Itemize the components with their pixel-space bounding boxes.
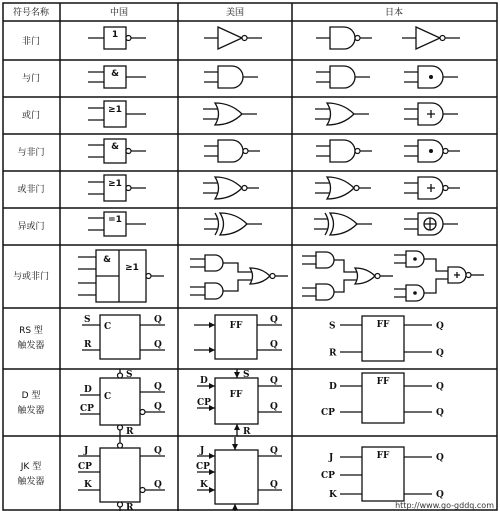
us-d-r-label: R [243, 427, 251, 437]
row-label-rs-kind: 触发器 [17, 341, 45, 351]
row-label-rs-type: RS 型 [19, 326, 43, 336]
jp-nand-gate-a [316, 140, 372, 162]
cn-nand-gate [88, 139, 146, 163]
cn-jk-r-label: R [126, 503, 134, 511]
us-jk-cp-label: CP [196, 462, 210, 472]
jp-d-qbar-label: Q [436, 408, 444, 418]
header-usa: 美国 [225, 8, 245, 18]
watermark-url: http://www.go-gddq.com [395, 501, 494, 510]
us-d-cp-label: CP [197, 398, 211, 408]
jp-rs-s-label: S [329, 321, 336, 332]
us-nor-gate [203, 177, 259, 199]
cn-rs-r-label: R [84, 340, 92, 350]
us-or-gate [203, 103, 257, 125]
us-and-gate [204, 66, 258, 88]
jp-aoi-gate-a [302, 252, 393, 300]
us-rs-flipflop [194, 315, 282, 359]
cn-nor-gate-symbol: ≥1 [108, 179, 122, 189]
us-not-gate [204, 27, 262, 49]
jp-or-gate-a [315, 103, 369, 125]
jp-rs-q-label: Q [436, 321, 444, 332]
us-rs-qbar-label: Q [270, 340, 278, 350]
jp-rs-ff-label: FF [376, 320, 390, 330]
row-label-not: 非门 [21, 37, 41, 47]
cn-not-gate-symbol: 1 [111, 30, 119, 40]
jp-jk-ff-label: FF [376, 451, 390, 461]
cn-jk-flipflop [78, 436, 165, 511]
jp-nor-gate-b [404, 177, 460, 199]
us-d-d-label: D [200, 376, 208, 386]
cn-rs-c-label: C [104, 322, 112, 332]
jp-d-ff-label: FF [376, 377, 390, 387]
us-rs-ff-label: FF [229, 321, 243, 331]
jp-and-gate-b [404, 66, 458, 88]
cn-d-s-label: S [126, 370, 133, 380]
header-china: 中国 [109, 8, 129, 18]
row-label-jk-kind: 触发器 [17, 477, 45, 487]
cn-d-cp-label: CP [80, 404, 94, 414]
jp-aoi-gate-b [394, 251, 484, 301]
cn-aoi-or-symbol: ≥1 [125, 263, 139, 273]
us-d-flipflop [197, 369, 282, 437]
cn-rs-s-label: S [84, 315, 91, 325]
jp-nand-gate-b [404, 140, 460, 162]
us-xor-gate [204, 213, 262, 235]
cn-d-c-label: C [104, 392, 112, 402]
jp-or-gate-b [404, 103, 458, 125]
jp-jk-flipflop [321, 447, 444, 501]
cn-jk-qbar-label: Q [154, 480, 162, 490]
table-header [13, 6, 403, 18]
jp-jk-qbar-label: Q [436, 490, 444, 500]
row-label-jk-type: JK 型 [20, 462, 42, 472]
cn-nor-gate [88, 175, 146, 201]
jp-not-gate-a [316, 27, 372, 49]
cn-rs-flipflop [82, 315, 165, 359]
jp-and-gate-a [316, 66, 370, 88]
row-labels [13, 35, 49, 487]
cn-and-gate-symbol: & [111, 69, 119, 79]
cn-d-r-label: R [126, 427, 134, 437]
jp-jk-q-label: Q [436, 453, 444, 463]
cn-rs-qbar-label: Q [154, 340, 162, 350]
us-jk-flipflop [196, 437, 282, 511]
cn-rs-q-label: Q [154, 315, 162, 325]
header-japan: 日本 [384, 8, 404, 18]
jp-rs-r-label: R [329, 348, 337, 359]
cn-d-d-label: D [84, 385, 92, 395]
us-rs-q-label: Q [270, 315, 278, 325]
us-aoi-gate [190, 255, 288, 299]
jp-jk-k-label: K [329, 490, 337, 500]
jp-d-cp-label: CP [321, 408, 335, 418]
cn-jk-q-label: Q [154, 446, 162, 456]
jp-d-flipflop [321, 373, 444, 423]
row-label-d-kind: 触发器 [17, 406, 45, 416]
us-jk-q-label: Q [270, 446, 278, 456]
jp-rs-qbar-label: Q [436, 348, 444, 359]
row-label-d-type: D 型 [21, 391, 41, 401]
cn-jk-k-label: K [84, 480, 92, 490]
jp-not-gate-b [402, 27, 460, 49]
us-jk-k-label: K [200, 480, 208, 490]
cn-aoi-gate [78, 250, 164, 302]
cn-xor-gate [88, 212, 146, 236]
cn-jk-j-label: J [84, 446, 89, 456]
cn-d-q-label: Q [154, 382, 162, 392]
row-label-xor: 异或门 [17, 222, 45, 232]
cn-nand-gate-symbol: & [111, 142, 119, 152]
us-d-ff-label: FF [229, 390, 243, 400]
us-d-s-label: S [243, 370, 250, 380]
us-d-qbar-label: Q [270, 402, 278, 412]
row-label-aoi: 与或非门 [12, 272, 50, 282]
cn-d-flipflop [80, 369, 165, 437]
row-label-or: 或门 [21, 111, 41, 121]
jp-d-d-label: D [329, 382, 337, 392]
jp-nor-gate-a [315, 177, 371, 199]
jp-xor-gate-a [314, 213, 372, 235]
jp-xor-gate-b [404, 213, 458, 235]
cn-or-gate [88, 101, 146, 127]
row-label-nand: 与非门 [17, 148, 45, 158]
us-jk-j-label: J [200, 446, 205, 456]
jp-jk-j-label: J [329, 453, 334, 463]
cn-d-qbar-label: Q [154, 402, 162, 412]
cn-jk-cp-label: CP [78, 462, 92, 472]
us-nand-gate [204, 140, 260, 162]
cn-xor-gate-symbol: =1 [108, 215, 122, 225]
row-label-and: 与门 [21, 74, 41, 84]
jp-rs-flipflop [329, 316, 444, 361]
cn-aoi-and-symbol: & [103, 255, 111, 265]
jp-d-q-label: Q [436, 382, 444, 392]
header-symbol-name: 符号名称 [12, 8, 50, 18]
us-jk-qbar-label: Q [270, 480, 278, 490]
jp-jk-cp-label: CP [321, 471, 335, 481]
cn-not-gate [88, 27, 146, 49]
cn-and-gate [88, 66, 146, 88]
row-label-nor: 或非门 [17, 185, 45, 195]
us-d-q-label: Q [270, 376, 278, 386]
cn-or-gate-symbol: ≥1 [108, 105, 122, 115]
